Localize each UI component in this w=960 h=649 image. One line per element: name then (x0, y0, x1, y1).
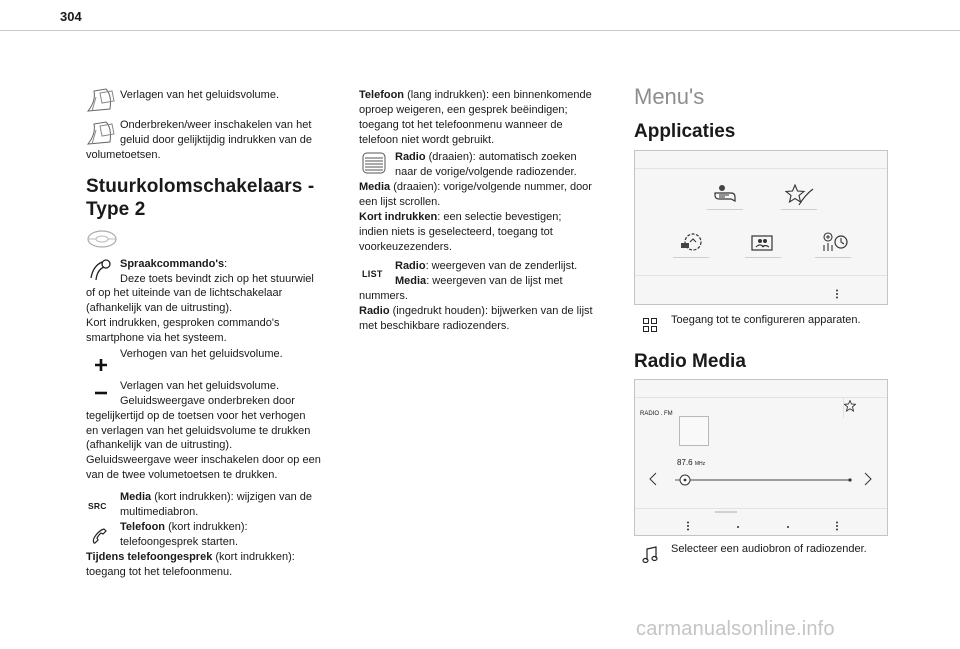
radio-rotate-line1: Radio (draaien): automatisch zoeken (395, 151, 577, 163)
volume-down-line3: tegelijkertijd op de toetsen voor het verhogen (86, 410, 306, 422)
phone-long-line4: telefoon niet wordt gebruikt. (359, 134, 495, 146)
voice-text-line3: (afhankelijk van de uitrusting). (86, 302, 233, 314)
src-text-line1: Media (kort indrukken): wijzigen van de (120, 491, 312, 503)
frequency-readout (677, 458, 705, 467)
mute-steering-icon (86, 120, 118, 146)
voice-text-line1: Deze toets bevindt zich op het stuurwiel (120, 273, 314, 285)
screen-footer-divider (635, 275, 887, 276)
voice-text-line4: Kort indrukken, gesproken commando's (86, 317, 280, 329)
src-text-line2: multimediabron. (120, 506, 199, 518)
tile-underline (815, 257, 851, 258)
station-artwork (679, 416, 709, 446)
top-divider (0, 30, 960, 31)
settings-gear-icon[interactable] (679, 231, 705, 255)
phone-text-line2: telefoongesprek starten. (120, 536, 239, 548)
list-media-line1: Media: weergeven van de lijst met (395, 275, 563, 287)
volume-up-text: Verhogen van het geluidsvolume. (120, 348, 283, 360)
radio-media-title: Radio Media (634, 351, 746, 372)
favorite-star-icon[interactable] (844, 400, 856, 412)
media-rotate-line1: Media (draaien): vorige/volgende nummer, door (359, 181, 592, 193)
volume-down-line7: van de twee volumetoetsen te drukken. (86, 469, 278, 481)
more-options-icon[interactable] (835, 521, 839, 531)
voice-text-line2: of op het uiteinde van de lichtschakelaar (86, 287, 283, 299)
volume-down-line5: (afhankelijk van de uitrusting). (86, 439, 233, 451)
favorite-star-icon[interactable] (785, 183, 815, 209)
tile-underline (745, 257, 781, 258)
screen-footer-divider (635, 508, 887, 509)
screen-header-bar (635, 380, 887, 398)
steering-wheel-icon (86, 228, 118, 248)
mute-text-line3: volumetoetsen. (86, 149, 161, 161)
radio-media-screen (634, 379, 888, 536)
src-button-label: SRC (88, 501, 107, 511)
radio-band-label: RADIO . FM (640, 411, 673, 417)
active-tab-indicator (715, 511, 737, 513)
chevron-left-icon[interactable] (649, 472, 657, 486)
tile-underline (781, 209, 817, 210)
tab-dot-icon[interactable] (736, 525, 740, 529)
connected-apps-icon[interactable] (711, 183, 739, 209)
volume-down-title: Verlagen van het geluidsvolume. (120, 380, 279, 392)
hold-radio-line2: met beschikbare radiozenders. (359, 320, 510, 332)
mute-text-line2: geluid door gelijktijdig indrukken van de (120, 134, 313, 146)
voice-command-icon (88, 258, 114, 282)
hold-radio-line1: Radio (ingedrukt houden): bijwerken van de lijst (359, 305, 593, 317)
list-menu-icon[interactable] (686, 521, 690, 531)
page-number: 304 (60, 9, 82, 24)
radio-media-caption: Selecteer een audiobron of radiozender. (671, 543, 867, 555)
call-text-line2: toegang tot het telefoonmenu. (86, 566, 233, 578)
tile-underline (707, 209, 743, 210)
phone-long-line3: toegang tot het telefoonmenu wanneer de (359, 119, 563, 131)
scroll-wheel-icon (362, 152, 386, 174)
section-heading-line1: Stuurkolomschakelaars - (86, 176, 315, 197)
frequency-unit: MHz (694, 461, 706, 467)
phone-long-line2: oproep weigeren, een gesprek beëindigen; (359, 104, 568, 116)
screen-header-bar (635, 151, 887, 169)
short-press-line1: Kort indrukken: een selectie bevestigen; (359, 211, 562, 223)
tab-dot-icon[interactable] (786, 525, 790, 529)
volume-down-line2: Geluidsweergave onderbreken door (120, 395, 295, 407)
applicaties-title: Applicaties (634, 121, 736, 142)
watermark: carmanualsonline.info (636, 618, 835, 640)
tile-underline (673, 257, 709, 258)
frequency-value: 87.6 (677, 458, 693, 467)
section-heading-line2: Type 2 (86, 199, 146, 220)
list-media-line2: nummers. (359, 290, 408, 302)
volume-down-steering-icon (86, 87, 118, 113)
phone-text-line1: Telefoon (kort indrukken): (120, 521, 248, 533)
media-rotate-line2: een lijst scrollen. (359, 196, 441, 208)
frequency-slider[interactable] (675, 474, 855, 486)
plus-icon (94, 358, 108, 372)
volume-down-text: Verlagen van het geluidsvolume. (120, 89, 279, 101)
voice-command-title: Spraakcommando's: (120, 258, 228, 270)
contact-card-icon[interactable] (751, 233, 773, 253)
applicaties-screen (634, 150, 888, 305)
menus-title: Menu's (634, 84, 705, 109)
short-press-line2: indien niets is geselecteerd, toegang tot (359, 226, 553, 238)
energy-timer-icon[interactable] (821, 231, 849, 255)
mute-text-line1: Onderbreken/weer inschakelen van het (120, 119, 312, 131)
music-note-icon (642, 546, 658, 564)
more-options-icon[interactable] (835, 289, 839, 299)
list-button-label: LIST (362, 269, 383, 279)
chevron-right-icon[interactable] (864, 472, 872, 486)
applicaties-caption: Toegang tot te configureren apparaten. (671, 314, 861, 326)
call-text-line1: Tijdens telefoongesprek (kort indrukken): (86, 551, 295, 563)
grid-apps-icon (643, 318, 657, 332)
list-radio-line: Radio: weergeven van de zenderlijst. (395, 260, 578, 272)
phone-icon (90, 526, 110, 546)
phone-long-line1: Telefoon (lang indrukken): een binnenkomende (359, 89, 592, 101)
volume-down-line6: Geluidsweergave weer inschakelen door op een (86, 454, 321, 466)
radio-rotate-line2: naar de vorige/volgende radiozender. (395, 166, 577, 178)
voice-text-line5: smartphone via het systeem. (86, 332, 227, 344)
minus-icon (94, 390, 108, 396)
short-press-line3: voorkeuzezenders. (359, 241, 452, 253)
volume-down-line4: en verlagen van het geluidsvolume te drukken (86, 425, 311, 437)
